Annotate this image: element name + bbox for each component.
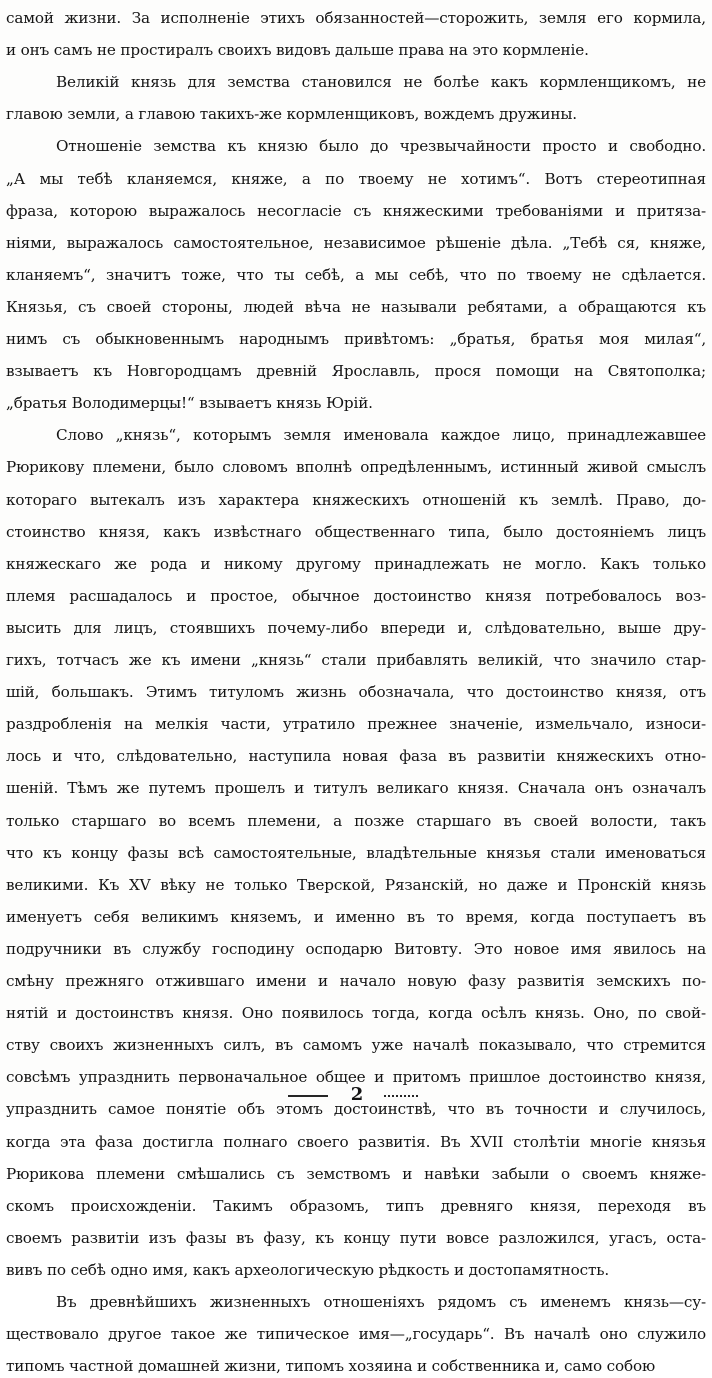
text-line: шій, большакъ. Этимъ титуломъ жизнь обозначала, что достоинство князя, отъ	[6, 683, 706, 702]
text-line: племя расшадалось и простое, обычное достоинство князя потребовалось воз-	[6, 586, 706, 605]
text-line: нимъ съ обыкновеннымъ народнымъ привѣтомъ: „братья, братья моя милая“,	[6, 330, 706, 348]
text-line: главою земли, а главою такихъ-же кормленщиковъ, вождемъ дружины.	[6, 105, 577, 124]
text-line: гихъ, тотчасъ же къ имени „князь“ стали прибавлять великій, что значило стар-	[6, 651, 706, 669]
text-line: ству своихъ жизненныхъ силъ, въ самомъ уже началѣ показывало, что стремится	[6, 1036, 706, 1055]
text-line: что къ концу фазы всѣ самостоятельные, владѣтельные князья стали именоваться	[6, 843, 706, 862]
text-line: шеній. Тѣмъ же путемъ прошелъ и титулъ великаго князя. Сначала онъ означалъ	[6, 779, 706, 798]
text-line: лось и что, слѣдовательно, наступила новая фаза въ развитіи княжескихъ отно-	[6, 747, 706, 766]
text-line: Въ древнѣйшихъ жизненныхъ отношеніяхъ рядомъ съ именемъ князь—су-	[56, 1293, 706, 1311]
text-line: нятій и достоинствъ князя. Оно появилось тогда, когда осѣлъ князь. Оно, по свой-	[6, 1004, 706, 1023]
text-line: подручники въ службу господину осподарю Витовту. Это новое имя явилось на	[6, 939, 706, 958]
text-line: стоинство князя, какъ извѣстнаго общественнаго типа, было достояніемъ лицъ	[6, 522, 706, 541]
text-line: и онъ самъ не простиралъ своихъ видовъ дальше права на это кормленіе.	[6, 41, 589, 60]
text-line: раздробленія на мелкія части, утратило прежнее значеніе, измельчало, износи-	[6, 715, 706, 734]
text-line: именуетъ себя великимъ княземъ, и именно въ то время, когда поступаетъ въ	[6, 907, 706, 926]
text-line: „А мы тебѣ кланяемся, княже, а по твоему не хотимъ“. Вотъ стереотипная	[6, 169, 706, 188]
text-line: „братья Володимерцы!“ взываетъ князь Юрій.	[6, 394, 373, 413]
text-line: типомъ частной домашней жизни, типомъ хозяина и собственника и, само собою	[6, 1357, 656, 1376]
text-line: только старшаго во всемъ племени, а позже старшаго въ своей волости, такъ	[6, 811, 706, 830]
text-line: когда эта фаза достигла полнаго своего развитія. Въ XVII столѣтіи многіе князья	[6, 1132, 706, 1151]
text-line: фраза, которою выражалось несогласіе съ княжескими требованіями и притяза-	[6, 201, 706, 220]
text-line: Князья, съ своей стороны, людей вѣча не называли ребятами, а обращаются къ	[6, 297, 706, 316]
text-line: Рюрикову племени, было словомъ вполнѣ опредѣленнымъ, истинный живой смыслъ	[6, 458, 706, 477]
text-line: Великій князь для земства становился не болѣе какъ кормленщикомъ, не	[56, 73, 706, 92]
text-line: Рюрикова племени смѣшались съ земствомъ и навѣки забыли о своемъ княже-	[6, 1164, 706, 1183]
text-line: ществовало другое такое же типическое имя—„государь“. Въ началѣ оно служило	[6, 1325, 706, 1344]
text-line: скомъ происхожденіи. Такимъ образомъ, типъ древняго князя, переходя въ	[6, 1196, 706, 1215]
text-line: упразднить самое понятіе объ этомъ достоинствѣ, что въ точности и случилось,	[6, 1100, 706, 1119]
text-line: совсѣмъ упразднить первоначальное общее и притомъ пришлое достоинство князя,	[6, 1068, 706, 1087]
footer-rule-right	[384, 1095, 418, 1097]
text-line: смѣну прежняго отжившаго имени и начало новую фазу развитія земскихъ по-	[6, 972, 706, 990]
page-number: 2	[350, 1084, 364, 1105]
text-line: Слово „князь“, которымъ земля именовала каждое лицо, принадлежавшее	[56, 426, 706, 445]
text-line: Отношеніе земства къ князю было до чрезвычайности просто и свободно.	[56, 137, 706, 156]
text-line: княжескаго же рода и никому другому принадлежать не могло. Какъ только	[6, 554, 706, 573]
text-line: ніями, выражалось самостоятельное, независимое рѣшеніе дѣла. „Тебѣ ся, княже,	[6, 233, 706, 252]
text-line: своемъ развитіи изъ фазы въ фазу, къ концу пути вовсе разложился, угасъ, оста-	[6, 1228, 706, 1247]
text-line: взываетъ къ Новгородцамъ древній Ярославль, прося помощи на Святополка;	[6, 362, 706, 381]
text-line: кланяемъ“, значитъ тоже, что ты себѣ, а мы себѣ, что по твоему не сдѣлается.	[6, 265, 706, 284]
text-line: котораго вытекалъ изъ характера княжескихъ отношеній къ землѣ. Право, до-	[6, 490, 706, 509]
footer-rule-left	[288, 1095, 328, 1097]
text-line: великими. Къ XV вѣку не только Тверской, Рязанскій, но даже и Пронскій князь	[6, 875, 706, 894]
page-footer	[0, 1082, 712, 1108]
text-line: высить для лицъ, стоявшихъ почему-либо впереди и, слѣдовательно, выше дру-	[6, 618, 706, 637]
text-line: вивъ по себѣ одно имя, какъ археологическую рѣдкость и достопамятность.	[6, 1260, 610, 1279]
text-line: самой жизни. За исполненіе этихъ обязанностей—сторожить, земля его кормила,	[6, 9, 706, 27]
